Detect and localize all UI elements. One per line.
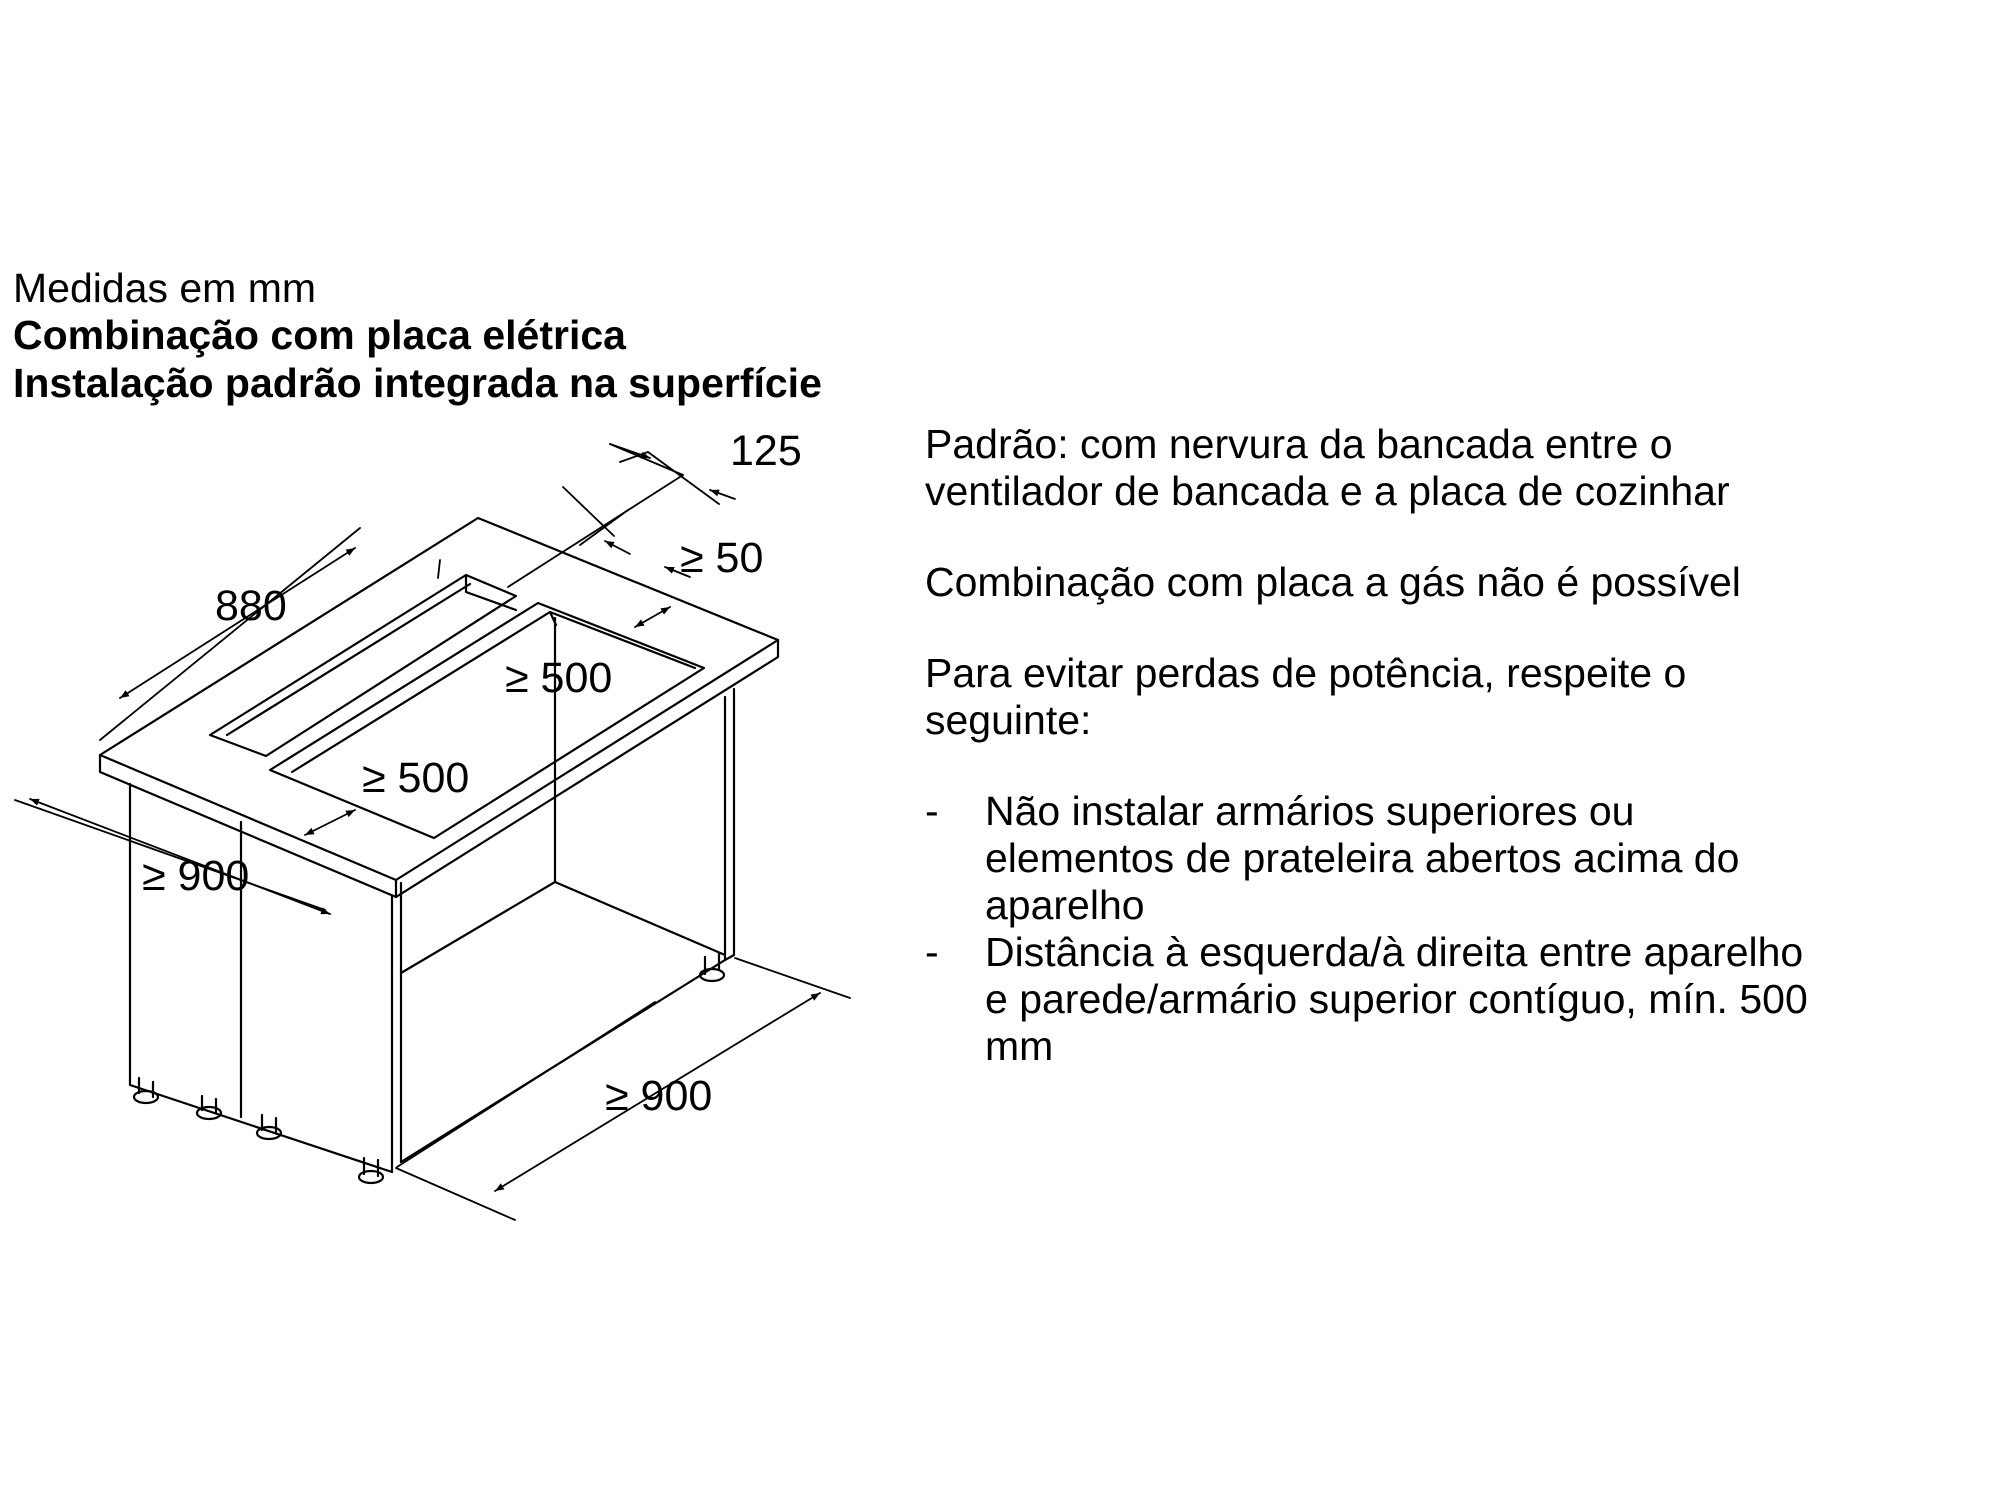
dim-vent-width: 125 xyxy=(730,427,802,475)
installation-notes xyxy=(925,421,1985,1070)
page-subtitle: Instalação padrão integrada na superfície xyxy=(13,360,822,406)
bullet-2-line-1: Distância à esquerda/à direita entre aparelho xyxy=(985,929,1804,975)
dim-hob-width: ≥ 500 xyxy=(362,754,470,802)
dim-gap: ≥ 50 xyxy=(680,534,764,582)
page-title: Combinação com placa elétrica xyxy=(13,312,626,358)
bullet-1-line-3: aparelho xyxy=(985,882,1145,928)
cabinet-feet xyxy=(134,953,724,1183)
bullet-item xyxy=(925,929,1985,1070)
note-standard-line-1: Padrão: com nervura da bancada entre o xyxy=(925,421,1673,467)
note-intro-line-1: Para evitar perdas de potência, respeite o xyxy=(925,650,1687,696)
bullet-item xyxy=(925,788,1985,929)
dim-right-width: ≥ 900 xyxy=(605,1072,713,1120)
dim-left-depth: ≥ 900 xyxy=(142,852,250,900)
bullet-2-line-3: mm xyxy=(985,1023,1054,1069)
hob-cutout xyxy=(270,603,704,838)
bullet-1-line-2: elementos de prateleira abertos acima do xyxy=(985,835,1740,881)
bullet-1-line-1: Não instalar armários superiores ou xyxy=(985,788,1635,834)
note-intro-line-2: seguinte: xyxy=(925,697,1092,743)
bullet-2-line-2: e parede/armário superior contíguo, mín. 500 xyxy=(985,976,1808,1022)
note-gas: Combinação com placa a gás não é possível xyxy=(925,559,1741,605)
units-note: Medidas em mm xyxy=(13,265,317,311)
installation-diagram xyxy=(0,0,920,1260)
bullet-marker: - xyxy=(925,929,939,975)
dim-hob-depth: ≥ 500 xyxy=(505,654,613,702)
dim-length: 880 xyxy=(215,582,287,630)
bullet-marker: - xyxy=(925,788,939,834)
note-standard-line-2: ventilador de bancada e a placa de cozinhar xyxy=(925,468,1730,514)
